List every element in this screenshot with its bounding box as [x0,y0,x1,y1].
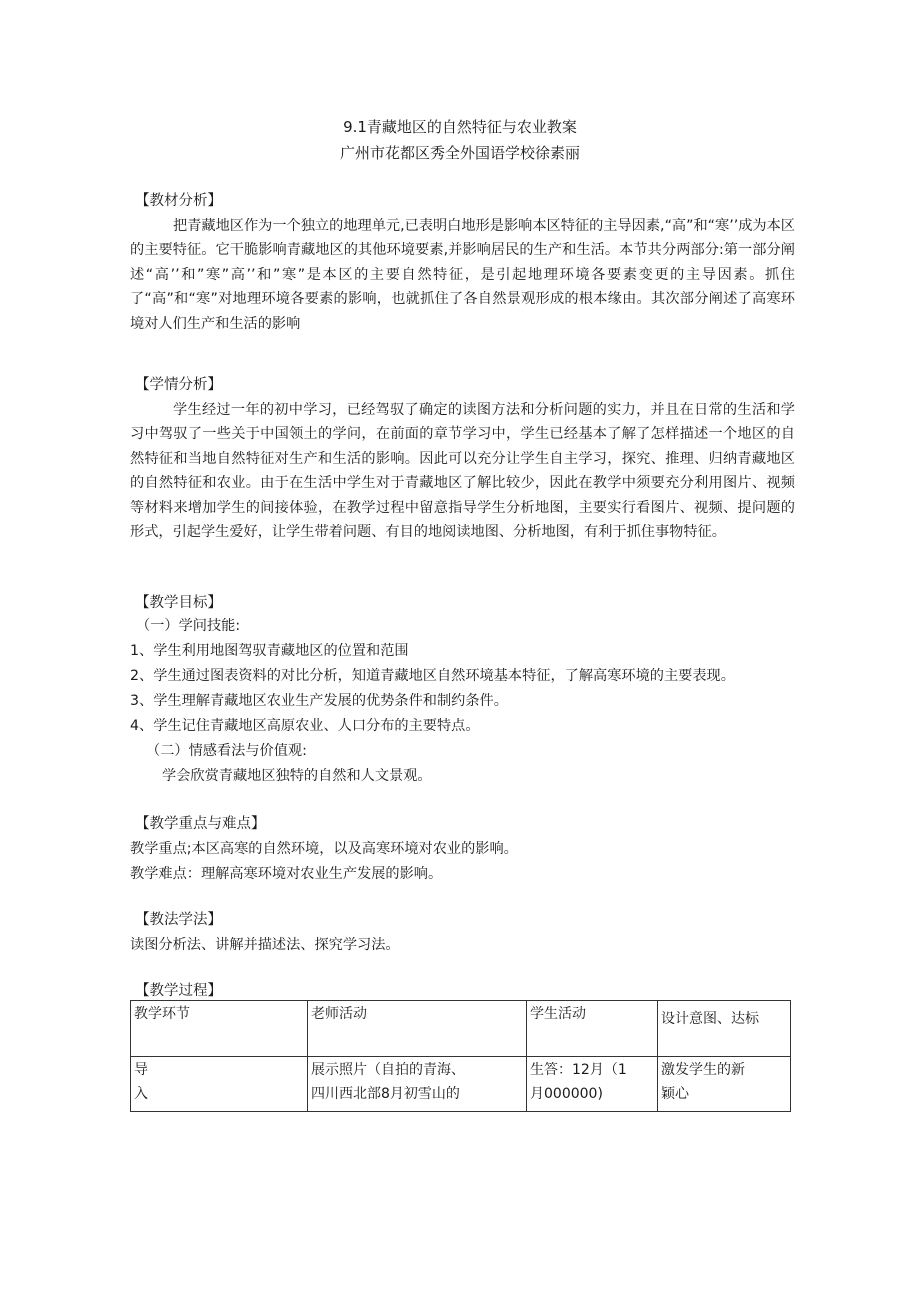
section-heading-teaching-goals: 【教学目标】 [135,595,222,611]
column-header-teacher: 老师活动 [308,1001,527,1057]
cell-line: 月000000) [530,1086,603,1102]
goal-item: 1、学生利用地图驾驭青藏地区的位置和范围 [130,643,409,659]
section-heading-student-analysis: 【学情分析】 [135,377,222,393]
goals-subheading-values: （二）情感看法与价值观: [146,743,307,759]
cell-line: 四川西北部8月初雪山的 [311,1086,460,1102]
table-row [131,1057,791,1112]
cell-teacher-activity [308,1057,527,1112]
column-header-stage: 教学环节 [131,1001,308,1057]
cell-student-activity [527,1057,658,1112]
cell-line: 导 [134,1062,148,1078]
goal-item: 2、学生通过图表资料的对比分析，知道青藏地区自然环境基本特征，了解高寒环境的主要表现。 [130,668,735,684]
goal-item: 3、学生理解青藏地区农业生产发展的优势条件和制约条件。 [130,693,508,709]
goal-item: 4、学生记住青藏地区高原农业、人口分布的主要特点。 [130,718,480,734]
cell-line: 入 [134,1086,148,1102]
value-goal-text: 学会欣赏青藏地区独特的自然和人文景观。 [162,768,432,784]
section-heading-material-analysis: 【教材分析】 [135,193,222,209]
teaching-process-table [130,1000,791,1112]
cell-line: 展示照片（自拍的青海、 [311,1062,465,1078]
cell-line: 生答：12月（1 [530,1062,627,1078]
cell-line: 激发学生的新 [661,1062,745,1078]
section-heading-methods: 【教法学法】 [135,912,222,928]
key-point-focus: 教学重点;本区高寒的自然环境，以及高寒环境对农业的影响。 [130,841,518,857]
goals-subheading-knowledge: （一）学问技能: [136,618,241,634]
student-analysis-paragraph: 学生经过一年的初中学习，已经驾驭了确定的读图方法和分析问题的实力，并且在日常的生活和学习中驾驭了一些关于中国领土的学问，在前面的章节学习中，学生已经基本了解了怎样描述一个地区的自然特征和当地自然特征对生产和生活的影响。因此可以充分让学生自主学习，探究、推理、归纳青藏地区的自然特征和农业。由于在生活中学生对于青藏地区了解比较少，因此在教学中须要充分利用图片、视频等材料来增加学生的间接体验，在教学过程中留意指导学生分析地图，主要实行看图片、视频、提问题的形式，引起学生爱好，让学生带着问题、有目的地阅读地图、分析地图，有利于抓住事物特征。 [130,402,795,541]
key-point-difficulty: 教学难点：理解高寒环境对农业生产发展的影响。 [130,866,443,882]
author-line: 广州市花都区秀全外国语学校徐素丽 [339,144,580,162]
section-heading-process: 【教学过程】 [135,983,222,999]
material-analysis-paragraph: 把青藏地区作为一个独立的地理单元,已表明白地形是影响本区特征的主导因素,“高”和“寒’’成为本区的主要特征。它干脆影响青藏地区的其他环境要素,并影响居民的生产和生活。本节共分两部分:第一部分阐述“高’’和”寒”高’’和”寒”是本区的主要自然特征，是引起地理环境各要素变更的主导因素。抓住了“高”和“寒”对地理环境各要素的影响，也就抓住了各自然景观形成的根本缘由。其次部分阐述了高寒环境对人们生产和生活的影响 [130,218,795,332]
table-header-row [131,1001,791,1057]
cell-line: 颖心 [661,1086,689,1102]
methods-text: 读图分析法、讲解并描述法、探究学习法。 [130,937,400,953]
cell-stage [131,1057,308,1112]
cell-design-intent [658,1057,791,1112]
section-heading-key-points: 【教学重点与难点】 [135,816,266,832]
column-header-intent: 设计意图、达标 [658,1001,791,1057]
document-title: 9.1青藏地区的自然特征与农业教案 [343,118,577,136]
column-header-student: 学生活动 [527,1001,658,1057]
